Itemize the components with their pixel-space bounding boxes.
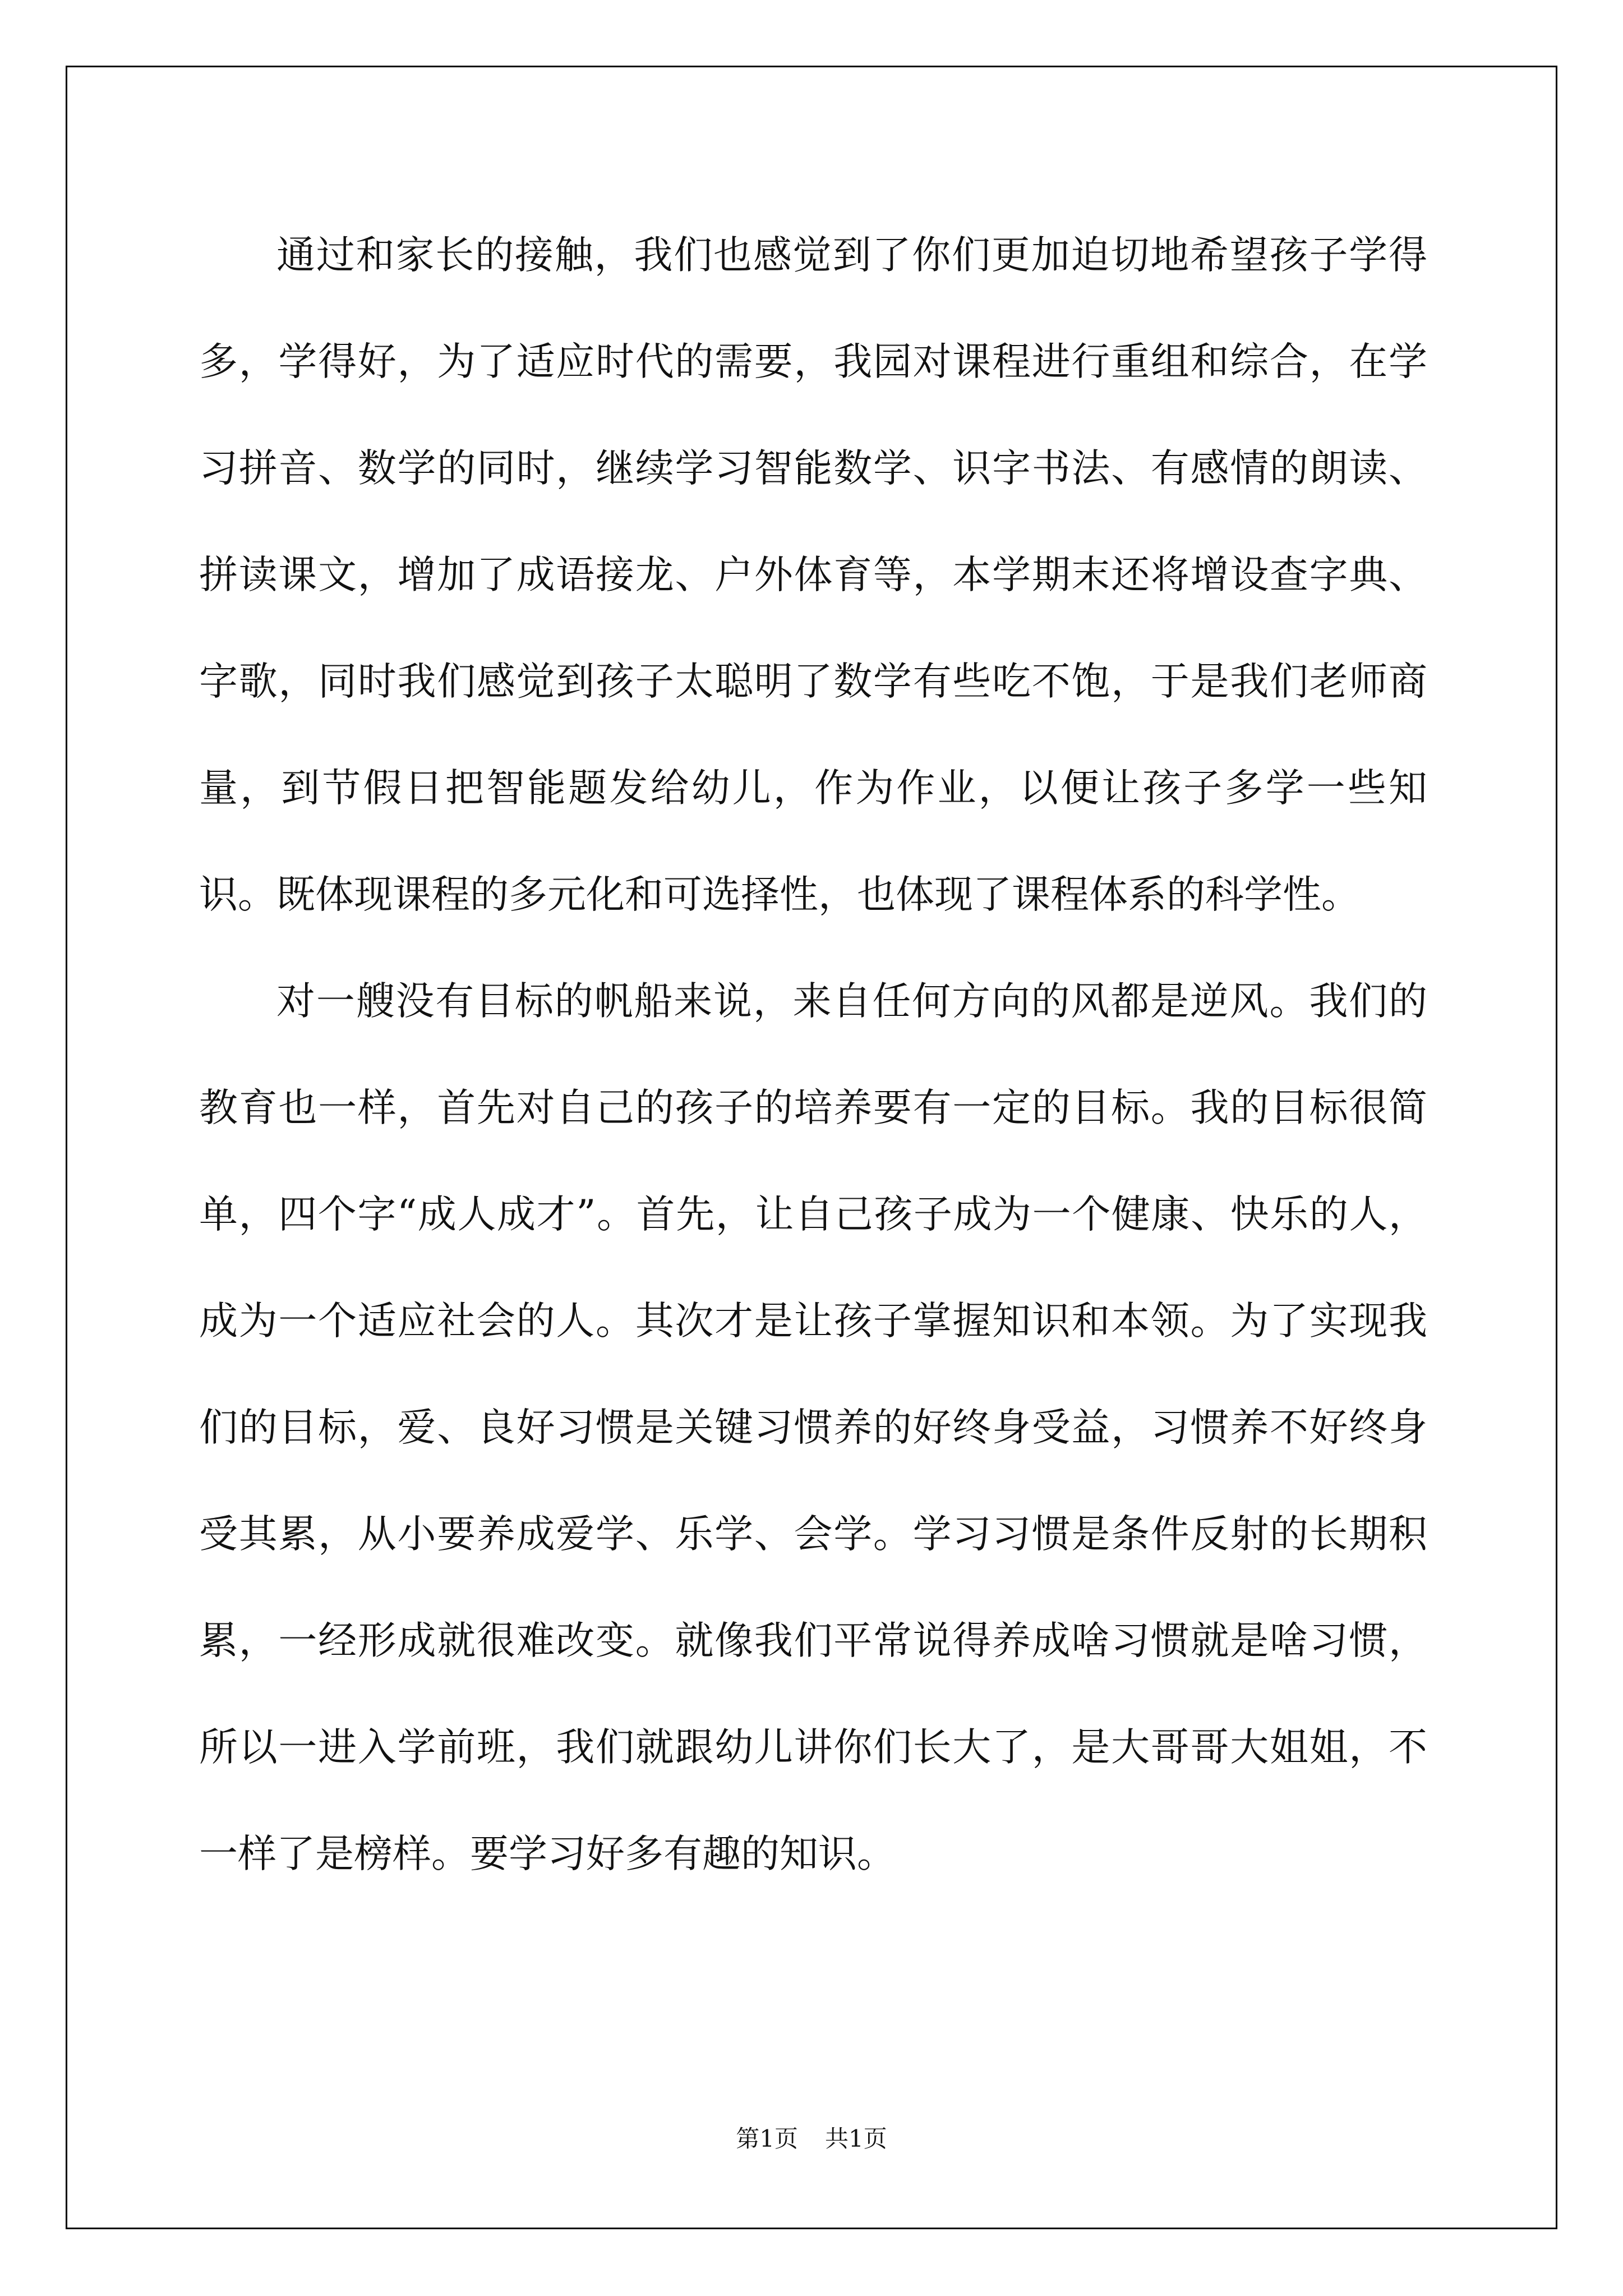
page-footer [0, 2120, 1623, 2154]
paragraph-1: 通过和家长的接触，我们也感觉到了你们更加迫切地希望孩子学得多，学得好，为了适应时代的需要，我园对课程进行重组和综合，在学习拼音、数学的同时，继续学习智能数学、识字书法、有感情的朗读、拼读课文，增加了成语接龙、户外体育等，本学期末还将增设查字典、字歌，同时我们感觉到孩子太聪明了数学有些吃不饱，于是我们老师商量，到节假日把智能题发给幼儿，作为作业，以便让孩子多学一些知识。既体现课程的多元化和可选择性，也体现了课程体系的科学性。 [199, 233, 1427, 917]
document-body [199, 202, 1427, 1907]
page-number-current: 第1页 [736, 2125, 798, 2152]
paragraph-2: 对一艘没有目标的帆船来说，来自任何方向的风都是逆风。我们的教育也一样，首先对自己的孩子的培养要有一定的目标。我的目标很简单，四个字“成人成才”。首先，让自己孩子成为一个健康、快乐的人，成为一个适应社会的人。其次才是让孩子掌握知识和本领。为了实现我们的目标，爱、良好习惯是关键习惯养的好终身受益，习惯养不好终身受其累，从小要养成爱学、乐学、会学。学习习惯是条件反射的长期积累，一经形成就很难改变。就像我们平常说得养成啥习惯就是啥习惯，所以一进入学前班，我们就跟幼儿讲你们长大了，是大哥哥大姐姐，不一样了是榜样。要学习好多有趣的知识。 [199, 979, 1427, 1876]
page-number-total: 共1页 [825, 2125, 887, 2152]
